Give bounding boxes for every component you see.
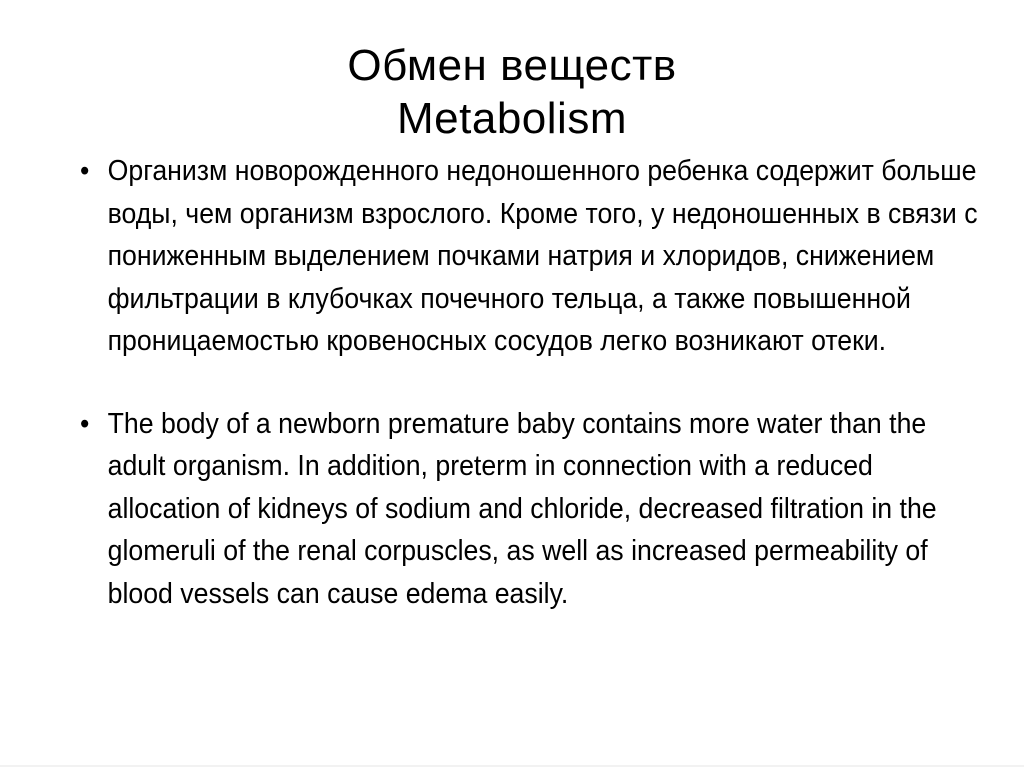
slide-title [0,39,1024,145]
bullet-english [80,403,991,616]
title-russian: Обмен веществ [347,41,677,91]
bullet-list [80,150,980,615]
title-english: Metabolism [397,94,627,144]
bullet-text: Организм новорожденного недоношенного ребенка содержит больше воды, чем организм взрослого. Кроме того, у недоношенных в связи с пониженным выделением почками натрия и хлоридов, снижением фильтрации в клубочках почечного тельца, а также повышенной проницаемостью кровеносных сосудов легко возникают отеки. [107,155,978,357]
bullet-text: The body of a newborn premature baby contains more water than the adult organism. In addition, preterm in connection with a reduced allocation of kidneys of sodium and chloride, decreased filtration in the glomeruli of the renal corpuscles, as well as increased permeability of blood vessels can cause edema easily. [107,407,937,610]
bullet-marker-icon: • [80,155,90,187]
bullet-russian [80,150,991,363]
bullet-marker-icon: • [80,407,90,440]
